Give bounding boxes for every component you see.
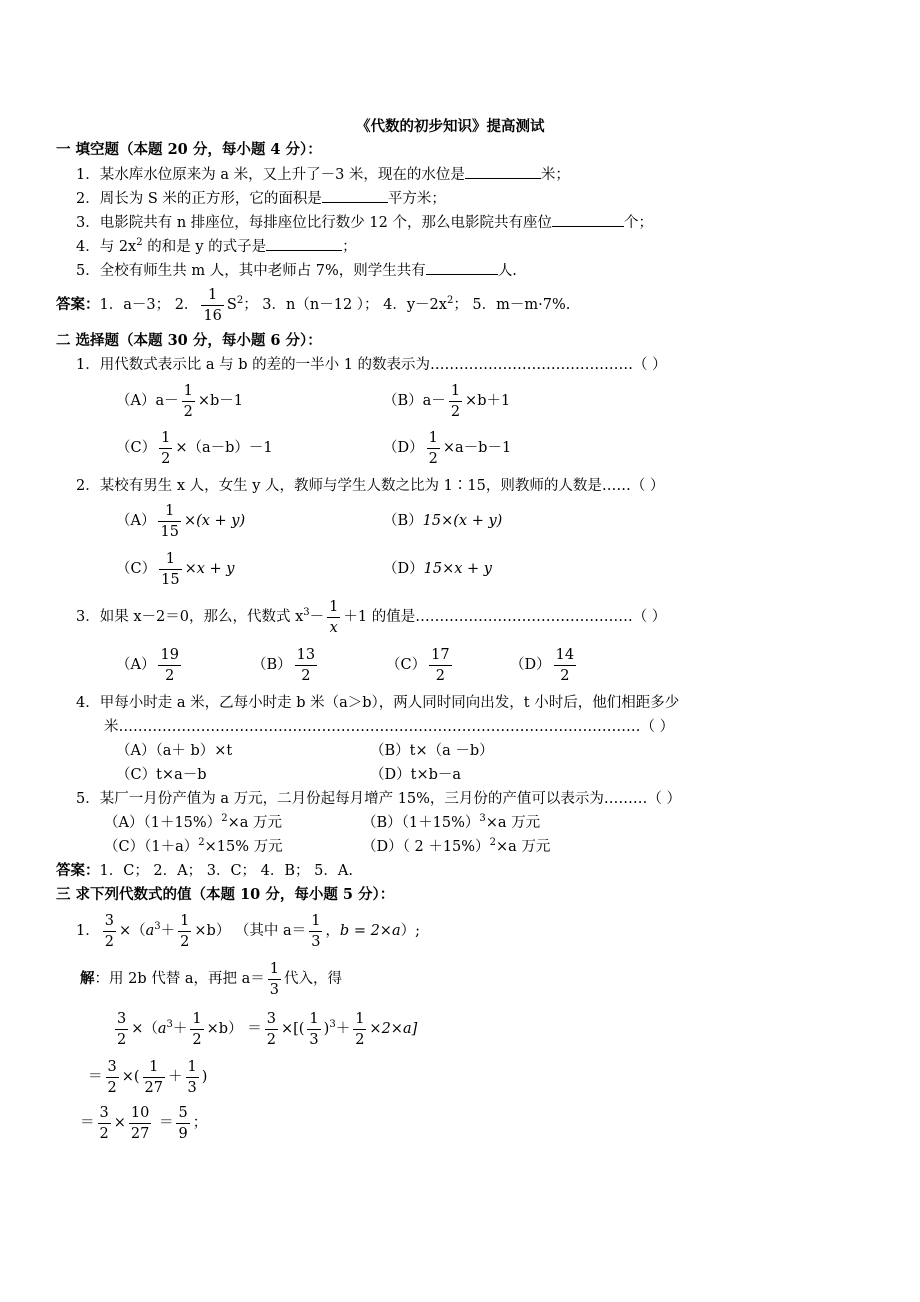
s2-q2-option-b: （B）15×(x + y) [383,513,503,529]
s3-q1: 1． $\frac{3}{2}$ $\times(a^3+$ $\frac{1}{2}$ ×b） （其中 a＝ $\frac{1}{3}$ ，b = 2×a）; [76,912,420,950]
s1-q1: 1．某水库水位原来为 a 米，又上升了－3 米，现在的水位是 米； [76,164,570,184]
s2-q1: 1．用代数式表示比 a 与 b 的差的一半小 1 的数表示为……………………………………（ ） [76,357,667,373]
s2-q1-option-a: （A）a－ $\frac{1}{2}$ ×b－1 [116,382,244,420]
s2-q1-option-d: （D） $\frac{1}{2}$ ×a－b－1 [383,429,512,467]
section-1-heading: 一 填空题（本题 20 分，每小题 4 分）： [56,141,322,158]
s2-q4-option-d: （D）t×b－a [370,767,462,783]
s2-q5-option-a: $(A)(1+15\%)^2\times a$ 万元 [104,813,282,831]
s2-q5-option-d: （D）（ 2 ＋15%）$^2$×a 万元 [362,837,551,855]
s2-q4-option-b: （B）t×（a －b） [370,743,494,759]
s2-q4-option-c: （C）t×a－b [116,767,207,783]
s1-q2: 2．周长为 S 米的正方形，它的面积是 平方米； [76,188,446,208]
s2-q2-option-d: （D）15×x + y [383,561,492,577]
s2-q3-option-a: （A） $\frac{19}{2}$ [116,646,179,684]
s2-q1-option-b: （B）a－ $\frac{1}{2}$ ×b＋1 [383,382,511,420]
s2-q3-option-b: （B） $\frac{13}{2}$ [252,646,316,684]
s2-q3-option-c: （C） $\frac{17}{2}$ [386,646,450,684]
s2-q3-option-d: （D） $\frac{14}{2}$ [510,646,575,684]
section-2-heading: 二 选择题（本题 30 分，每小题 6 分）： [56,332,322,349]
s3-step-3: ＝ $\frac{3}{2}$ × $\frac{10}{27}$ ＝ $\frac{5}{9}$ ； [80,1104,208,1142]
s1-q4: 4．与 $2x^2$ 的和是 y 的式子是 ； [76,237,357,255]
s1-q3: 3．电影院共有 n 排座位，每排座位比行数少 12 个，那么电影院共有座位 个； [76,212,653,232]
s2-q4-line2: 米………………………………………………………………………………………………（ ） [104,719,675,735]
s3-step-2: ＝ $\frac{3}{2}$ ×( $\frac{1}{27}$ ＋ $\frac{1}{3}$ ) [88,1058,208,1096]
s2-answer: 答案：1．C； 2．A； 3．C； 4．B； 5．A. [56,862,353,879]
s2-q4-option-a: （A）（a＋ b）×t [116,743,233,759]
s2-q2-option-a: （A） $\frac{1}{15}$ ×(x + y) [116,502,246,540]
s1-q5: 5．全校有师生共 m 人，其中老师占 7%，则学生共有 人. [76,260,517,280]
s2-q5: 5．某厂一月份产值为 a 万元，二月份起每月增产 15%，三月份的产值可以表示为………（ ） [76,791,682,807]
s2-q3: 3．如果 x－2＝0，那么，代数式 $x^3-$ $\frac{1}{x} +1$ 的值是………………………………………（ ） [76,598,667,636]
page-title: 《代数的初步知识》提高测试 [356,118,545,135]
s2-q1-option-c: （C） $\frac{1}{2}$ ×（a－b）－1 [116,429,273,467]
s2-q5-option-c: $(C)(1+a)^2\times 15\%$ 万元 [104,837,283,855]
s1-answer: 答案：1．a－3； 2． $\frac{1}{16}$ $S^2$； 3．n（n－12 ）； 4．$y-2x^2$； 5．m－m·7%. [56,286,571,324]
s2-q2-option-c: （C） $\frac{1}{15}$ ×x + y [116,550,235,588]
section-3-heading: 三 求下列代数式的值（本题 10 分，每小题 5 分）： [56,886,395,903]
s2-q2: 2．某校有男生 x 人，女生 y 人，教师与学生人数之比为 1∶15，则教师的人数是……（ ） [76,478,665,494]
s3-step-1: $\frac{3}{2}$ $\times(a^3+$ $\frac{1}{2}$ ×b） ＝ $\frac{3}{2}$ ×[( $\frac{1}{3}$ )$^3$＋ $\frac{1}{2}$ ×2×a] [117,1010,418,1048]
s2-q5-option-b: $(B)(1+15\%)^3\times a$ 万元 [362,813,541,831]
s3-solution-intro: 解：用 2b 代替 a，再把 a＝ $\frac{1}{3}$ 代入，得 [80,960,342,998]
s2-q4-line1: 4．甲每小时走 a 米，乙每小时走 b 米（a＞b），两人同时同向出发，t 小时后，他们相距多少 [76,695,680,711]
